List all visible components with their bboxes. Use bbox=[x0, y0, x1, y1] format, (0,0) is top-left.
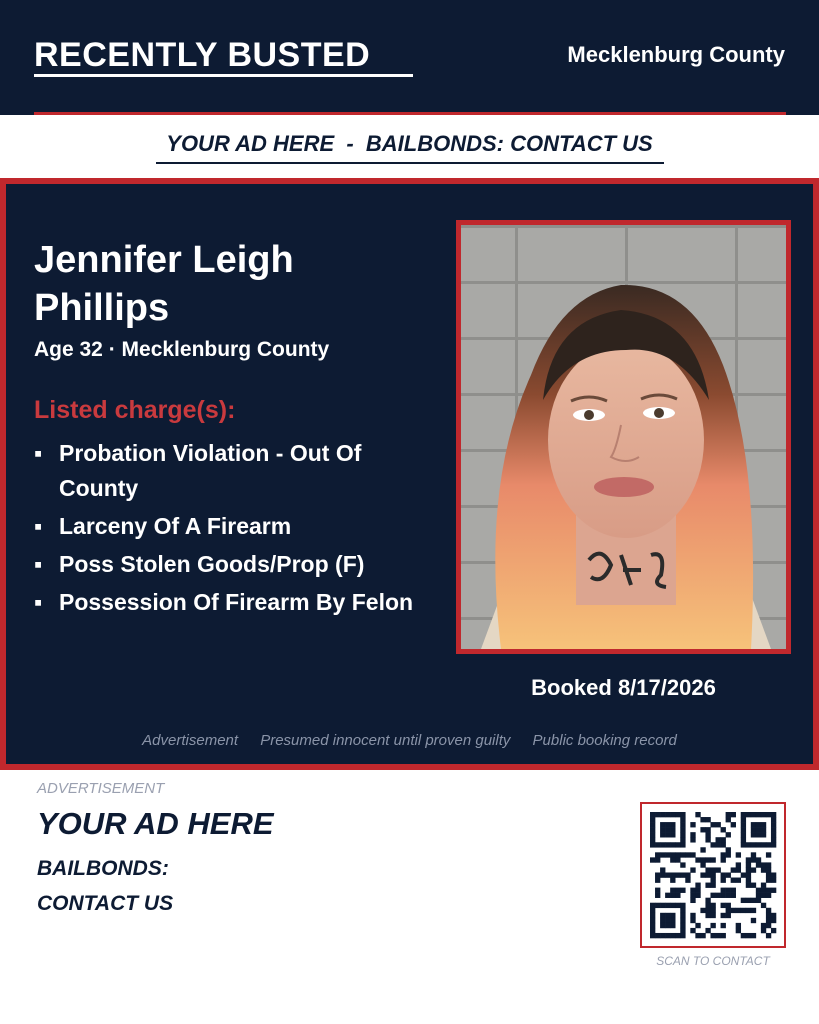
qr-caption: SCAN TO CONTACT bbox=[656, 954, 770, 968]
charge-text: Poss Stolen Goods/Prop (F) bbox=[59, 551, 365, 577]
footer-ad-title[interactable]: YOUR AD HERE bbox=[37, 806, 274, 841]
disclaimer-advertisement: Advertisement bbox=[142, 732, 239, 749]
footer-ad-line-2: CONTACT US bbox=[37, 892, 174, 915]
charges-list bbox=[34, 436, 434, 623]
qr-code-icon[interactable] bbox=[640, 802, 786, 948]
footer-ad-line-1: BAILBONDS: bbox=[37, 857, 169, 880]
top-ad-text[interactable]: YOUR AD HERE - BAILBONDS: CONTACT US bbox=[166, 131, 653, 156]
bullet-icon: ▪ bbox=[34, 551, 43, 577]
footer-ad-label: ADVERTISEMENT bbox=[37, 780, 165, 797]
charge-text: Probation Violation - Out Of County bbox=[59, 440, 362, 501]
charge-text: Possession Of Firearm By Felon bbox=[59, 589, 414, 615]
disclaimer-public-record: Public booking record bbox=[532, 732, 677, 749]
mugshot-photo bbox=[461, 225, 786, 649]
top-ad-underline bbox=[156, 162, 664, 164]
bullet-icon: ▪ bbox=[34, 513, 43, 539]
bullet-icon: ▪ bbox=[34, 440, 43, 466]
brand-title: RECENTLY BUSTED bbox=[34, 36, 371, 74]
county-name: Mecklenburg County bbox=[567, 42, 785, 67]
person-meta: Age 32 · Mecklenburg County bbox=[34, 338, 330, 361]
disclaimer-presumed-innocent: Presumed innocent until proven guilty bbox=[260, 732, 511, 749]
charge-item bbox=[34, 436, 434, 506]
brand-underline bbox=[34, 74, 413, 77]
charge-item bbox=[34, 585, 434, 620]
person-name: Jennifer Leigh Phillips bbox=[34, 239, 294, 329]
charge-item bbox=[34, 509, 434, 544]
charge-item bbox=[34, 547, 434, 582]
charge-text: Larceny Of A Firearm bbox=[59, 513, 292, 539]
charges-heading: Listed charge(s): bbox=[34, 396, 236, 424]
bullet-icon: ▪ bbox=[34, 589, 43, 615]
disclaimer-row bbox=[0, 732, 819, 749]
booked-date: Booked 8/17/2026 bbox=[531, 675, 716, 700]
